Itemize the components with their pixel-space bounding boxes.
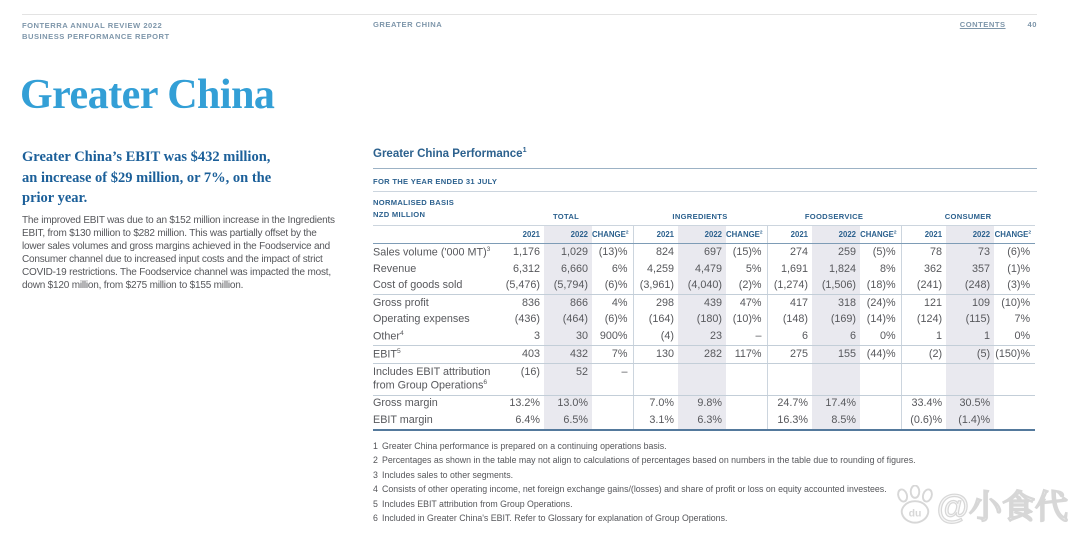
footnote-text: Included in Greater China's EBIT. Refer to Glossary for explanation of Group Operations. — [382, 513, 728, 524]
table-row — [373, 244, 1035, 262]
table-cell — [860, 364, 901, 396]
table-cell — [592, 412, 633, 429]
table-cell: 403 — [499, 346, 544, 364]
row-label: Revenue — [373, 262, 417, 275]
table-cell — [767, 364, 812, 396]
baidu-paw-icon — [894, 485, 936, 525]
table-cell — [726, 395, 767, 412]
table-cell: 439 — [678, 295, 726, 312]
table-cell: (0.6)% — [901, 412, 946, 429]
table-row — [373, 261, 1035, 277]
table-row — [373, 395, 1035, 412]
footnote-ref: 2 — [759, 230, 763, 236]
year-column-header: 2021 — [499, 226, 544, 244]
table-cell: (164) — [633, 312, 678, 328]
footnote-number: 6 — [373, 513, 378, 524]
table-cell: 9.8% — [678, 395, 726, 412]
table-cell: (115) — [946, 312, 994, 328]
row-label: Cost of goods sold — [373, 278, 499, 295]
footnote-ref: 6 — [483, 379, 488, 387]
footnote — [373, 439, 1037, 454]
table-year-header-row — [373, 226, 1035, 244]
table-cell: (1,274) — [767, 278, 812, 295]
table-cell: (5)% — [872, 245, 896, 258]
footnote-ref: 2 — [893, 230, 897, 236]
table-cell: (6)% — [604, 313, 628, 326]
table-cell: (1)% — [1007, 262, 1031, 275]
table-cell: 6,312 — [512, 262, 540, 275]
table-cell: (124) — [901, 312, 946, 328]
table-cell: 6.4% — [499, 412, 544, 429]
table-cell: 697 — [678, 244, 726, 262]
year-column-header: 2021 — [901, 226, 946, 244]
table-cell: 3 — [499, 328, 544, 346]
table-row — [373, 364, 1035, 396]
footnote — [373, 453, 1037, 468]
body-line: lower sales volumes and gross margins achieved in the Foodservice and — [22, 241, 331, 252]
table-cell: – — [726, 328, 767, 346]
year-column-header: CHANGE$^2$ — [726, 226, 767, 244]
basis-line: NORMALISED BASIS — [373, 197, 455, 207]
page-top-rule — [22, 14, 1037, 15]
table-cell: 318 — [812, 295, 860, 312]
table-cell: 836 — [521, 296, 540, 309]
page-title: Greater China — [20, 72, 275, 118]
lede-statement — [22, 147, 352, 209]
table-cell: 4% — [611, 296, 628, 309]
year-column-header: 2021 — [767, 226, 812, 244]
watermark — [894, 481, 1068, 528]
table-cell: 824 — [633, 244, 678, 262]
year-column-header: 2021 — [633, 226, 678, 244]
table-cell: 432 — [544, 346, 592, 364]
table-cell: – — [592, 364, 633, 396]
svg-text:du: du — [908, 507, 922, 519]
period-label: FOR THE YEAR ENDED 31 JULY — [373, 169, 1037, 192]
table-row — [373, 346, 1035, 364]
footnote-text: Greater China performance is prepared on a continuing operations basis. — [382, 440, 667, 451]
table-cell: 362 — [901, 261, 946, 277]
table-cell: 47% — [739, 296, 762, 309]
table-cell: (5,476) — [499, 278, 544, 295]
table-cell: (2)% — [726, 278, 767, 295]
footnote-ref: 2 — [1028, 230, 1032, 236]
table-cell: (44)% — [860, 346, 901, 364]
table-cell: (169) — [812, 312, 860, 328]
footnote-ref: 5 — [397, 347, 401, 355]
table-cell: (6)% — [1007, 245, 1031, 258]
table-cell: (436) — [514, 313, 540, 326]
table-cell: 155 — [812, 346, 860, 364]
table-row — [373, 295, 1035, 312]
table-cell: 24.7% — [767, 395, 812, 412]
table-cell: (4,040) — [678, 278, 726, 295]
table-cell — [994, 364, 1035, 396]
performance-table-section — [373, 146, 1037, 526]
year-column-header: 2022 — [812, 226, 860, 244]
table-row — [373, 328, 1035, 346]
table-cell: 6.3% — [678, 412, 726, 429]
table-cell: 30.5% — [946, 395, 994, 412]
watermark-text: @小食代 — [936, 488, 1068, 525]
table-cell: (3)% — [994, 278, 1035, 295]
table-cell: 1 — [901, 328, 946, 346]
table-cell: (5,794) — [544, 278, 592, 295]
footnote-text: Consists of other operating income, net foreign exchange gains/(losses) and share of profit or loss on equity accounted investees. — [382, 484, 887, 495]
table-cell: 17.4% — [812, 395, 860, 412]
group-header: CONSUMER — [901, 192, 1035, 226]
table-cell: (4) — [633, 328, 678, 346]
table-cell: 1,824 — [812, 261, 860, 277]
table-cell: 282 — [678, 346, 726, 364]
year-column-header: 2022 — [544, 226, 592, 244]
table-cell: 6.5% — [544, 412, 592, 429]
table-cell: 7% — [592, 346, 633, 364]
table-cell: (18)% — [860, 278, 901, 295]
table-cell — [994, 395, 1035, 412]
row-label: Includes EBIT attribution from Group Operations$^6$ — [373, 364, 499, 396]
footnote-ref: 3 — [486, 245, 491, 253]
row-label: Gross margin — [373, 397, 438, 410]
footnote-number: 3 — [373, 469, 378, 480]
table-cell — [812, 364, 860, 396]
table-cell: 5% — [745, 262, 762, 275]
table-cell: (248) — [946, 278, 994, 295]
table-cell: (13)% — [598, 245, 628, 258]
year-column-header: 2022 — [678, 226, 726, 244]
table-cell: (1.4)% — [946, 412, 994, 429]
table-cell: 417 — [767, 295, 812, 312]
table-cell: (464) — [544, 312, 592, 328]
table-cell: 0% — [994, 328, 1035, 346]
table-cell: 275 — [767, 346, 812, 364]
footnote-text: Includes sales to other segments. — [382, 469, 514, 480]
table-cell: 109 — [946, 295, 994, 312]
table-cell: 8.5% — [812, 412, 860, 429]
group-header: TOTAL — [499, 192, 633, 226]
table-cell: 4,259 — [633, 261, 678, 277]
table-cell: 8% — [879, 262, 896, 275]
row-label: Sales volume ('000 MT)$^3$ — [373, 245, 491, 259]
table-cell: (24)% — [866, 296, 896, 309]
table-cell: 13.2% — [509, 397, 540, 410]
row-label: Operating expenses — [373, 313, 470, 326]
year-column-header: CHANGE$^2$ — [592, 226, 633, 244]
contents-link[interactable]: CONTENTS — [959, 20, 1006, 29]
body-line: Consumer channel due to increased input costs and the impact of strict — [22, 254, 323, 265]
table-cell: 7.0% — [633, 395, 678, 412]
footnote-number: 2 — [373, 455, 378, 466]
table-cell: 357 — [946, 261, 994, 277]
table-cell: 7% — [1014, 313, 1031, 326]
table-cell: 1,691 — [767, 261, 812, 277]
table-cell: 866 — [544, 295, 592, 312]
table-cell — [860, 412, 901, 429]
footnote-number: 5 — [373, 498, 378, 509]
footnote-ref: 2 — [625, 230, 629, 236]
year-column-header: 2022 — [946, 226, 994, 244]
table-cell: 259 — [812, 244, 860, 262]
body-line: down $120 million, from $275 million to $155 million. — [22, 280, 244, 291]
row-label: Other$^4$ — [373, 328, 499, 346]
performance-table — [373, 192, 1035, 431]
table-cell: (3,961) — [633, 278, 678, 295]
table-cell: 117% — [726, 346, 767, 364]
table-cell: (10)% — [732, 313, 762, 326]
table-cell: 6 — [812, 328, 860, 346]
table-cell: (2) — [901, 346, 946, 364]
table-cell: (16) — [499, 364, 544, 396]
year-column-header: CHANGE$^2$ — [994, 226, 1035, 244]
report-title — [22, 20, 1058, 43]
footnote-ref: 4 — [400, 329, 404, 337]
lede-line: prior year. — [22, 190, 88, 207]
footnote-number: 4 — [373, 484, 378, 495]
table-cell — [994, 412, 1035, 429]
table-title-footnote-ref: 1 — [522, 146, 527, 154]
table-cell: 16.3% — [767, 412, 812, 429]
body-paragraph — [22, 214, 372, 292]
table-cell — [901, 364, 946, 396]
table-cell: (5) — [946, 346, 994, 364]
table-cell — [633, 364, 678, 396]
table-cell: 33.4% — [901, 395, 946, 412]
table-row — [373, 312, 1035, 328]
running-header — [22, 20, 1058, 44]
table-cell: 121 — [901, 295, 946, 312]
page-number: 40 — [1027, 20, 1037, 29]
table-group-header-row — [373, 192, 1035, 226]
table-cell: 30 — [544, 328, 592, 346]
table-cell: (241) — [901, 278, 946, 295]
table-cell: 1,176 — [512, 245, 540, 258]
table-cell: (148) — [767, 312, 812, 328]
table-cell: 52 — [544, 364, 592, 396]
table-cell — [946, 364, 994, 396]
table-cell — [726, 412, 767, 429]
report-title-line1: FONTERRA ANNUAL REVIEW 2022 — [22, 21, 163, 30]
table-cell: 298 — [633, 295, 678, 312]
table-cell: (150)% — [994, 346, 1035, 364]
table-cell: 13.0% — [544, 395, 592, 412]
table-cell: (180) — [678, 312, 726, 328]
body-line: The improved EBIT was due to an $152 million increase in the Ingredients — [22, 215, 335, 226]
table-cell: 73 — [946, 244, 994, 262]
table-cell: (15)% — [732, 245, 762, 258]
table-row — [373, 412, 1035, 429]
section-label: GREATER CHINA — [373, 20, 443, 29]
table-cell: (14)% — [866, 313, 896, 326]
row-label: Gross profit — [373, 296, 429, 309]
table-row — [373, 278, 1035, 295]
table-cell: 900% — [592, 328, 633, 346]
table-title: Greater China Performance$^1$ — [373, 146, 1037, 169]
table-cell: 274 — [767, 244, 812, 262]
table-cell: 78 — [901, 244, 946, 262]
body-line: EBIT, from $130 million to $282 million. This was partially offset by the — [22, 228, 317, 239]
lede-line: Greater China’s EBIT was $432 million, — [22, 149, 271, 165]
table-cell: (6)% — [592, 278, 633, 295]
year-column-header: CHANGE$^2$ — [860, 226, 901, 244]
table-cell — [860, 395, 901, 412]
group-header: INGREDIENTS — [633, 192, 767, 226]
table-cell: 6,660 — [544, 261, 592, 277]
footnote-text: Includes EBIT attribution from Group Operations. — [382, 498, 573, 509]
report-title-line2: BUSINESS PERFORMANCE REPORT — [22, 32, 170, 42]
body-line: COVID-19 restrictions. The Foodservice channel was impacted the most, — [22, 267, 331, 278]
empty-header-cell — [373, 226, 499, 244]
footnote-number: 1 — [373, 440, 378, 451]
table-cell: 4,479 — [678, 261, 726, 277]
table-cell — [592, 395, 633, 412]
basis-label — [373, 192, 499, 226]
table-cell: 6% — [611, 262, 628, 275]
table-cell: 6 — [767, 328, 812, 346]
table-cell: 23 — [678, 328, 726, 346]
table-cell: 130 — [633, 346, 678, 364]
group-header: FOODSERVICE — [767, 192, 901, 226]
table-cell — [726, 364, 767, 396]
lede-line: an increase of $29 million, or 7%, on the — [22, 169, 272, 186]
table-cell — [678, 364, 726, 396]
footnote-text: Percentages as shown in the table may not align to calculations of percentages based on numbers in the table due to rounding of figures. — [382, 455, 916, 466]
row-label: EBIT margin — [373, 412, 499, 429]
table-cell: 1 — [946, 328, 994, 346]
basis-line: NZD MILLION — [373, 209, 426, 219]
row-label: EBIT$^5$ — [373, 346, 499, 364]
table-cell: 3.1% — [633, 412, 678, 429]
table-cell: 0% — [860, 328, 901, 346]
table-cell: (1,506) — [812, 278, 860, 295]
table-cell: (10)% — [1001, 296, 1031, 309]
table-cell: 1,029 — [544, 244, 592, 262]
